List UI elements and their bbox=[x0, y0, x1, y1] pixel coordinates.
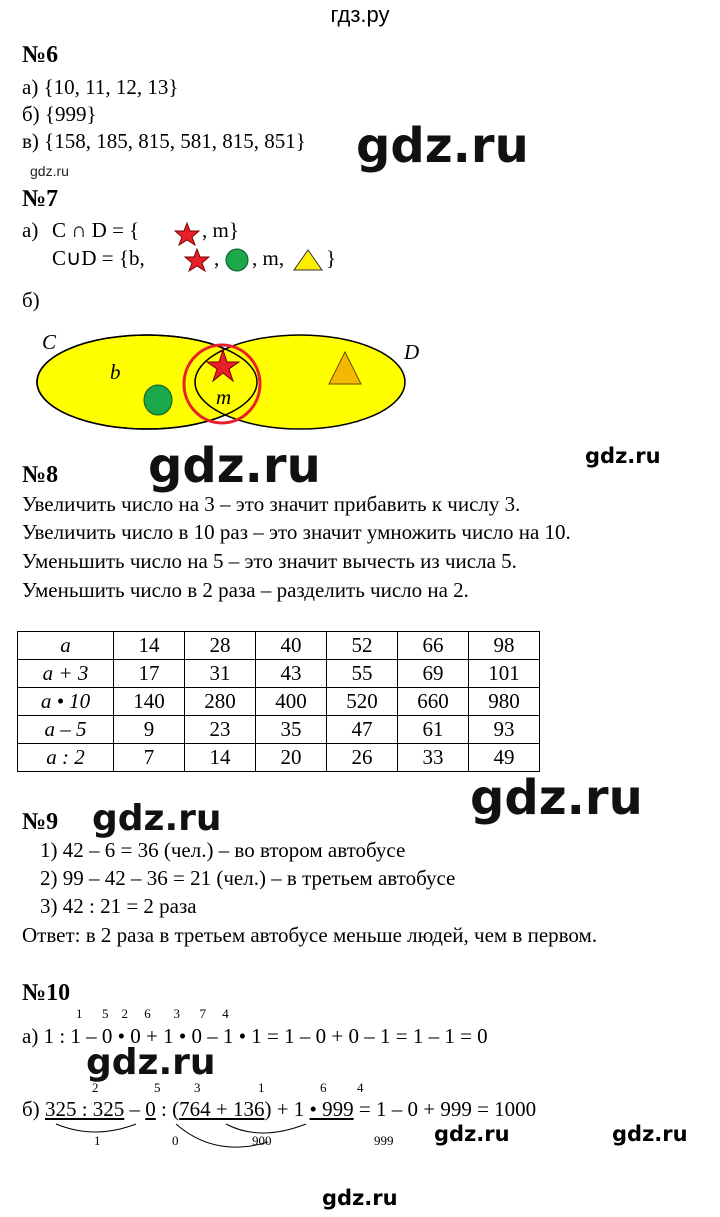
under-mark: 999 bbox=[374, 1133, 394, 1148]
triangle-icon bbox=[292, 248, 324, 272]
table-cell: 69 bbox=[398, 660, 469, 688]
intersection-left: C ∩ D = { bbox=[52, 218, 140, 242]
watermark: gdz.ru bbox=[92, 798, 222, 839]
task10-a: а) 1 : 1 – 0 • 0 + 1 • 0 – 1 • 1 = 1 – 0 + 0 – 1 = 1 – 1 = 0 bbox=[22, 1024, 488, 1048]
table-cell: 49 bbox=[469, 744, 540, 772]
venn-elem-b: b bbox=[110, 360, 121, 384]
star-icon bbox=[184, 248, 210, 272]
watermark-mid: gdz.ru bbox=[612, 1122, 688, 1146]
order-mark: 4 bbox=[357, 1080, 364, 1095]
table-cell: 140 bbox=[114, 688, 185, 716]
watermark: gdz.ru bbox=[356, 118, 529, 174]
under-mark: 900 bbox=[252, 1133, 272, 1148]
b-part: 764 + 136 bbox=[179, 1097, 265, 1121]
watermark-small: gdz.ru bbox=[30, 163, 69, 179]
task9-number: №9 bbox=[22, 809, 59, 835]
b-part: ) + 1 bbox=[264, 1097, 310, 1121]
table-cell: 9 bbox=[114, 716, 185, 744]
table-cell: 23 bbox=[185, 716, 256, 744]
order-mark: 5 bbox=[154, 1080, 161, 1095]
b-part: • 999 bbox=[309, 1097, 354, 1121]
table-cell: 980 bbox=[469, 688, 540, 716]
watermark-mid: gdz.ru bbox=[434, 1122, 510, 1146]
b-part: = 1 – 0 + 999 = 1000 bbox=[353, 1097, 537, 1121]
table-cell: 31 bbox=[185, 660, 256, 688]
task6-a: а) {10, 11, 12, 13} bbox=[22, 75, 179, 99]
task7-a-prefix: а) bbox=[22, 218, 39, 242]
table-cell: 28 bbox=[185, 632, 256, 660]
task8-number: №8 bbox=[22, 462, 59, 488]
table-row bbox=[18, 660, 540, 688]
table-cell: 17 bbox=[114, 660, 185, 688]
venn-label-c: C bbox=[42, 330, 57, 354]
b-part: 325 : 325 bbox=[44, 1097, 125, 1121]
table-cell: 98 bbox=[469, 632, 540, 660]
order-marks-a: 1 5 2 6 3 7 4 bbox=[76, 1006, 229, 1021]
table-cell: 47 bbox=[327, 716, 398, 744]
order-mark: 1 bbox=[258, 1080, 265, 1095]
task8-line: Уменьшить число в 2 раза – разделить число на 2. bbox=[22, 578, 469, 602]
table-cell: 520 bbox=[327, 688, 398, 716]
task10-number: №10 bbox=[22, 980, 71, 1006]
green-circle-icon bbox=[224, 247, 250, 273]
order-mark: 2 bbox=[92, 1080, 99, 1095]
table-cell: 7 bbox=[114, 744, 185, 772]
table-cell: 35 bbox=[256, 716, 327, 744]
task7-number: №7 bbox=[22, 186, 59, 212]
table-cell: 14 bbox=[185, 744, 256, 772]
row-header: a • 10 bbox=[18, 688, 114, 716]
site-header: гдз.ру bbox=[330, 2, 390, 27]
table-cell: 43 bbox=[256, 660, 327, 688]
table-cell: 93 bbox=[469, 716, 540, 744]
watermark: gdz.ru bbox=[148, 438, 321, 494]
union-comma: , bbox=[214, 246, 220, 270]
table-cell: 280 bbox=[185, 688, 256, 716]
watermark-mid: gdz.ru bbox=[322, 1186, 398, 1210]
b-part: : ( bbox=[155, 1097, 180, 1121]
b-part: – bbox=[124, 1097, 146, 1121]
table-cell: 66 bbox=[398, 632, 469, 660]
venn-diagram bbox=[30, 326, 430, 438]
star-icon bbox=[174, 222, 200, 246]
green-circle-icon bbox=[144, 385, 172, 415]
task6-b: б) {999} bbox=[22, 102, 97, 126]
table-cell: 33 bbox=[398, 744, 469, 772]
table-cell: 61 bbox=[398, 716, 469, 744]
table-row bbox=[18, 716, 540, 744]
row-header: a – 5 bbox=[18, 716, 114, 744]
task6-c: в) {158, 185, 815, 581, 815, 851} bbox=[22, 129, 306, 153]
row-header: a + 3 bbox=[18, 660, 114, 688]
table-cell: 20 bbox=[256, 744, 327, 772]
venn-elem-m: m bbox=[216, 385, 232, 409]
union-mid: , m, bbox=[252, 246, 285, 270]
table-cell: 40 bbox=[256, 632, 327, 660]
task9-step: 1) 42 – 6 = 36 (чел.) – во втором автобусе bbox=[40, 838, 406, 862]
table-cell: 26 bbox=[327, 744, 398, 772]
table-row bbox=[18, 632, 540, 660]
table-cell: 14 bbox=[114, 632, 185, 660]
table-cell: 101 bbox=[469, 660, 540, 688]
task9-step: 2) 99 – 42 – 36 = 21 (чел.) – в третьем автобусе bbox=[40, 866, 456, 890]
venn-label-d: D bbox=[404, 340, 420, 364]
watermark: gdz.ru bbox=[86, 1042, 216, 1083]
watermark-mid: gdz.ru bbox=[585, 444, 661, 468]
task9-answer: Ответ: в 2 раза в третьем автобусе меньше людей, чем в первом. bbox=[22, 923, 598, 947]
task8-line: Уменьшить число на 5 – это значит вычесть из числа 5. bbox=[22, 549, 517, 573]
table-cell: 660 bbox=[398, 688, 469, 716]
watermark: gdz.ru bbox=[470, 770, 643, 826]
task9-step: 3) 42 : 21 = 2 раза bbox=[40, 894, 197, 918]
task8-line: Увеличить число в 10 раз – это значит умножить число на 10. bbox=[22, 520, 571, 544]
order-mark: 6 bbox=[320, 1080, 327, 1095]
union-left: C∪D = {b, bbox=[52, 246, 145, 270]
intersection-right: , m} bbox=[202, 218, 239, 242]
row-header: a : 2 bbox=[18, 744, 114, 772]
task6-number: №6 bbox=[22, 42, 59, 68]
order-mark: 3 bbox=[194, 1080, 201, 1095]
table-cell: 52 bbox=[327, 632, 398, 660]
union-right: } bbox=[326, 246, 337, 270]
values-table bbox=[17, 631, 540, 772]
under-mark: 1 bbox=[94, 1133, 101, 1148]
task8-line: Увеличить число на 3 – это значит прибавить к числу 3. bbox=[22, 492, 521, 516]
row-header: a bbox=[18, 632, 114, 660]
table-cell: 55 bbox=[327, 660, 398, 688]
b-prefix: б) bbox=[22, 1097, 40, 1121]
task7-b: б) bbox=[22, 288, 40, 312]
task10-b bbox=[22, 1097, 536, 1122]
table-row bbox=[18, 688, 540, 716]
table-cell: 400 bbox=[256, 688, 327, 716]
under-mark: 0 bbox=[172, 1133, 179, 1148]
b-part: 0 bbox=[145, 1097, 156, 1121]
table-row bbox=[18, 744, 540, 772]
